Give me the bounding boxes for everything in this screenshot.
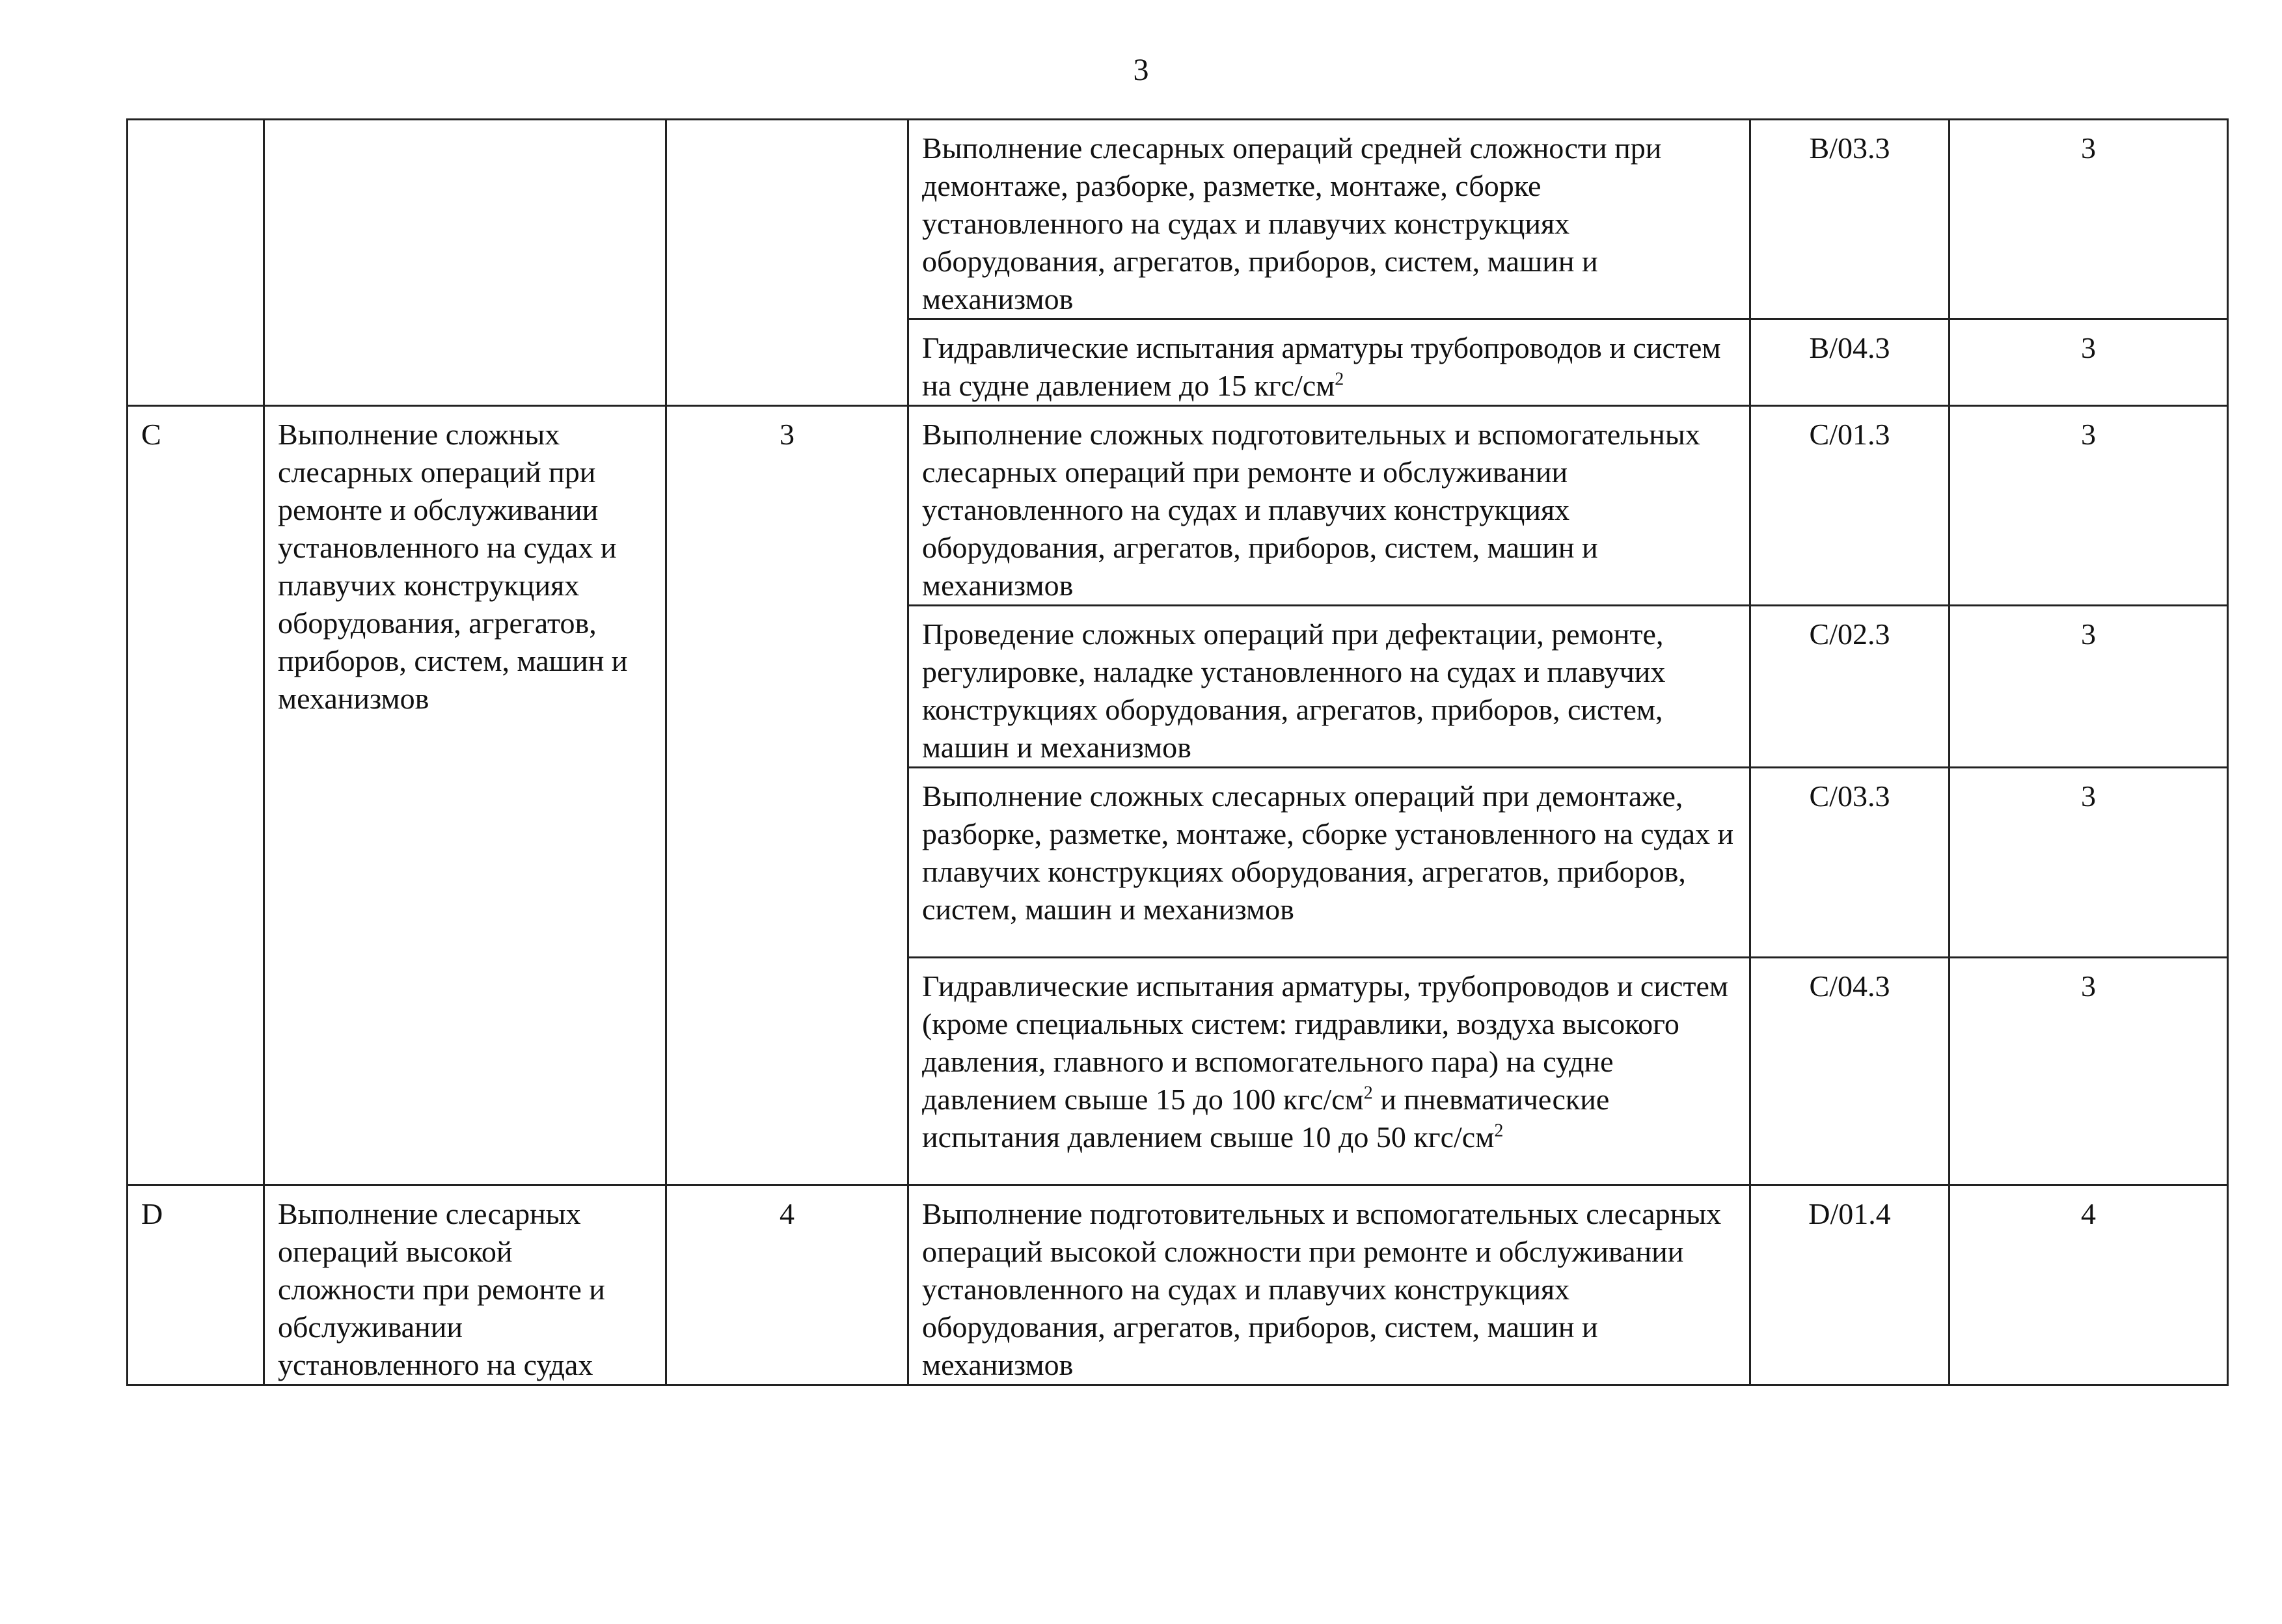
- function-code-cell: C/02.3: [1750, 606, 1949, 768]
- labor-function-cell: Выполнение слесарных операций средней сложности при демонтаже, разборке, разметке, монтаже, сборке установленного на судах и плавучих конструкциях оборудования, агрегатов, приборов, систем, машин и механизмов: [908, 120, 1750, 319]
- labor-function-cell: Выполнение сложных слесарных операций при демонтаже, разборке, разметке, монтаже, сборке установленного на судах и плавучих конструкциях оборудования, агрегатов, приборов, систем, машин и механизмов: [908, 768, 1750, 958]
- function-code-cell: B/03.3: [1750, 120, 1949, 319]
- function-name-cell: [264, 120, 666, 406]
- table-row: [128, 1185, 2228, 1385]
- function-level-cell: [666, 120, 908, 406]
- superscript: 2: [1335, 369, 1344, 390]
- labor-function-cell: Проведение сложных операций при дефектации, ремонте, регулировке, наладке установленного на судах и плавучих конструкциях оборудования, агрегатов, приборов, систем, машин и механизмов: [908, 606, 1750, 768]
- labor-function-text: Гидравлические испытания арматуры трубопроводов и систем на судне давлением до 15 кгс/см: [922, 331, 1721, 402]
- page-number: 3: [1133, 53, 1149, 87]
- sublevel-cell: 3: [1949, 768, 2228, 958]
- sublevel-cell: 3: [1949, 958, 2228, 1185]
- function-name-cell: Выполнение сложных слесарных операций при ремонте и обслуживании установленного на судах и плавучих конструкциях оборудования, агрегатов, приборов, систем, машин и механизмов: [264, 406, 666, 1185]
- function-code-cell: C/03.3: [1750, 768, 1949, 958]
- sublevel-cell: 3: [1949, 406, 2228, 606]
- function-name-cell: Выполнение слесарных операций высокой сложности при ремонте и обслуживании установленного на судах: [264, 1185, 666, 1385]
- function-code-cell: C/04.3: [1750, 958, 1949, 1185]
- function-code-cell: D/01.4: [1750, 1185, 1949, 1385]
- labor-function-cell: Выполнение сложных подготовительных и вспомогательных слесарных операций при ремонте и обслуживании установленного на судах и плавучих конструкциях оборудования, агрегатов, приборов, систем, машин и механизмов: [908, 406, 1750, 606]
- function-letter-cell: [128, 120, 264, 406]
- function-code-cell: B/04.3: [1750, 319, 1949, 406]
- labor-function-text: Гидравлические испытания арматуры, трубопроводов и систем (кроме специальных систем: гидравлики, воздуха высокого давления, главного и вспомогательного пара) на судне давлением свыше 15 до 100 кгс/см: [922, 969, 1729, 1116]
- labor-function-text: и пневматические испытания давлением свыше 10 до 50 кгс/см: [922, 1083, 1610, 1154]
- sublevel-cell: 3: [1949, 319, 2228, 406]
- table-row: [128, 120, 2228, 319]
- function-level-cell: 4: [666, 1185, 908, 1385]
- labor-function-cell: [908, 958, 1750, 1185]
- sublevel-cell: 3: [1949, 120, 2228, 319]
- labor-function-cell: Выполнение подготовительных и вспомогательных слесарных операций высокой сложности при ремонте и обслуживании установленного на судах и плавучих конструкциях оборудования, агрегатов, приборов, систем, машин и механизмов: [908, 1185, 1750, 1385]
- function-letter-cell: D: [128, 1185, 264, 1385]
- superscript: 2: [1363, 1083, 1373, 1103]
- function-level-cell: 3: [666, 406, 908, 1185]
- sublevel-cell: 3: [1949, 606, 2228, 768]
- function-code-cell: C/01.3: [1750, 406, 1949, 606]
- superscript: 2: [1494, 1120, 1504, 1141]
- functions-table: [126, 118, 2229, 1386]
- function-letter-cell: C: [128, 406, 264, 1185]
- sublevel-cell: 4: [1949, 1185, 2228, 1385]
- table-row: [128, 406, 2228, 606]
- labor-function-cell: [908, 319, 1750, 406]
